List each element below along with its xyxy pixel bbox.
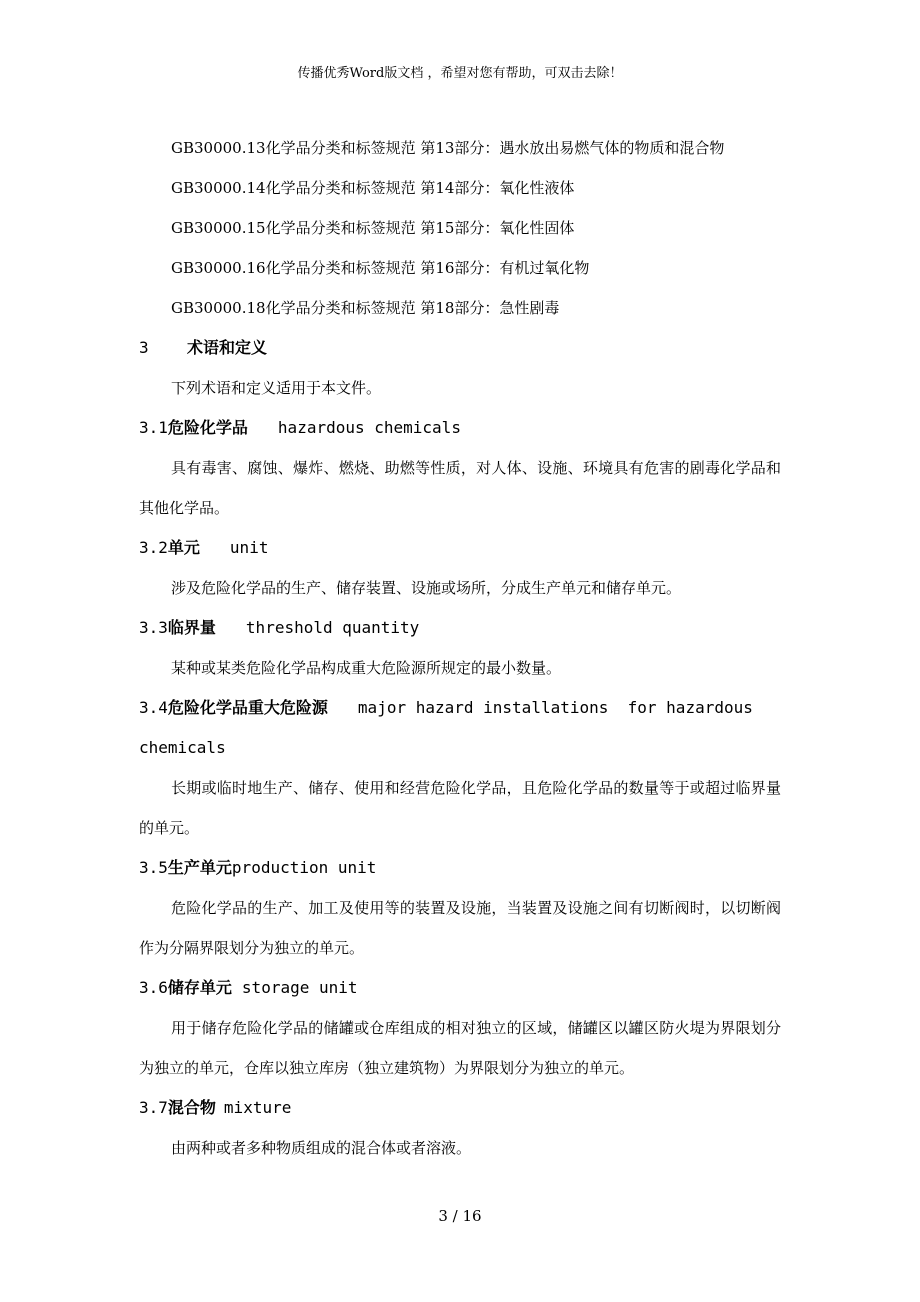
term-title-cn: 危险化学品 [167,418,248,437]
term-title-en: storage unit [241,978,358,997]
term-title-en: hazardous chemicals [277,418,461,437]
term-number: 3.4 [139,698,168,717]
reference-item: GB30000.15化学品分类和标签规范 第15部分：氧化性固体 [171,219,575,237]
term-title-en: unit [229,538,269,557]
term-title-cn: 生产单元 [167,858,232,877]
term-heading [139,848,781,888]
term-definition: 涉及危险化学品的生产、储存装置、设施或场所，分成生产单元和储存单元。 [171,579,682,597]
reference-item: GB30000.14化学品分类和标签规范 第14部分：氧化性液体 [171,179,575,197]
chapter-intro: 下列术语和定义适用于本文件。 [171,379,382,397]
term-title-en: production unit [231,858,377,877]
term-definition: 长期或临时地生产、储存、使用和经营危险化学品，且危险化学品的数量等于或超过临界量的单元。 [139,779,781,837]
term-number: 3.2 [139,538,168,557]
reference-item: GB30000.13化学品分类和标签规范 第13部分：遇水放出易燃气体的物质和混合物 [171,139,725,157]
term-title-cn: 混合物 [167,1098,216,1117]
reference-list [139,128,781,328]
document-body [139,128,781,1168]
page-header: 传播优秀Word版文档 ，希望对您有帮助，可双击去除！ [297,66,623,81]
term-heading [139,1088,781,1128]
term-definition: 由两种或者多种物质组成的混合体或者溶液。 [171,1139,472,1157]
reference-item: GB30000.16化学品分类和标签规范 第16部分：有机过氧化物 [171,259,590,277]
chapter-title: 术语和定义 [187,338,268,357]
term-heading [139,968,781,1008]
term-heading [139,528,781,568]
term-definition: 具有毒害、腐蚀、爆炸、燃烧、助燃等性质，对人体、设施、环境具有危害的剧毒化学品和其他化学品。 [139,459,781,517]
page-number: 3 / 16 [438,1207,482,1225]
term-title-cn: 储存单元 [167,978,232,997]
term-title-en: mixture [223,1098,292,1117]
term-number: 3.3 [139,618,168,637]
term-number: 3.7 [139,1098,168,1117]
term-definition: 某种或某类危险化学品构成重大危险源所规定的最小数量。 [171,659,562,677]
term-title-cn: 单元 [167,538,200,557]
term-number: 3.6 [139,978,168,997]
reference-item: GB30000.18化学品分类和标签规范 第18部分：急性剧毒 [171,299,560,317]
term-definition: 危险化学品的生产、加工及使用等的装置及设施，当装置及设施之间有切断阀时，以切断阀作为分隔界限划分为独立的单元。 [139,899,781,957]
term-title-en: threshold quantity [245,618,420,637]
term-heading [139,688,781,768]
term-title-cn: 临界量 [167,618,216,637]
term-title-cn: 危险化学品重大危险源 [167,698,328,717]
chapter-number: 3 [139,338,149,357]
term-heading [139,408,781,448]
term-heading [139,608,781,648]
term-definition: 用于储存危险化学品的储罐或仓库组成的相对独立的区域，储罐区以罐区防火堤为界限划分为独立的单元，仓库以独立库房（独立建筑物）为界限划分为独立的单元。 [139,1019,781,1077]
term-title-en: major hazard installations for hazardous chemicals [139,698,763,757]
chapter-heading [139,328,781,368]
term-number: 3.1 [139,418,168,437]
term-number: 3.5 [139,858,168,877]
